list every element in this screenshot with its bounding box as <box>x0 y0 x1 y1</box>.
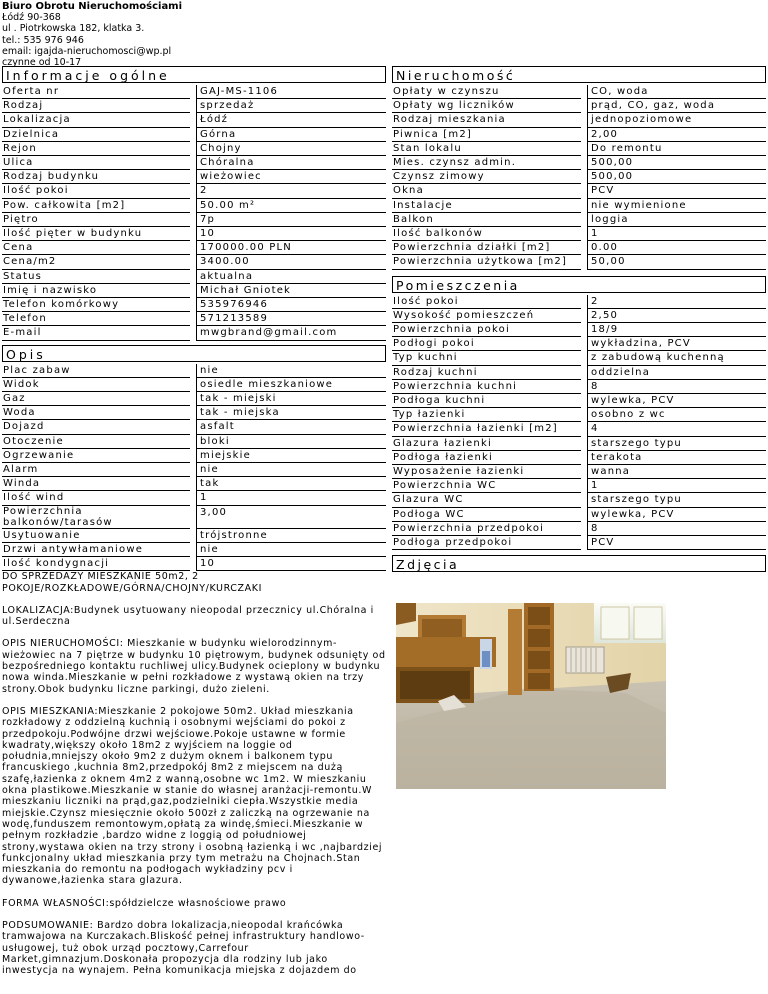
field-value-dojazd: asfalt <box>197 420 387 434</box>
field-value-ilosc-pokoi: 2 <box>588 295 767 309</box>
field-label-stan-lokalu: Stan lokalu <box>392 141 581 155</box>
table-row <box>392 450 766 464</box>
table-row <box>2 434 386 448</box>
field-value-glazura-lazienki: starszego typu <box>588 436 767 450</box>
field-label-winda: Winda <box>2 477 190 491</box>
description-paragraph: FORMA WŁASNOŚCI:spółdzielcze własnościowe prawo <box>2 897 287 909</box>
field-label-powierzchnia-kuchni: Powierzchnia kuchni <box>392 379 581 393</box>
table-row <box>2 141 386 155</box>
table-row <box>392 170 766 184</box>
field-value-oplaty-wg-licznikow: prąd, CO, gaz, woda <box>588 99 767 113</box>
field-value-gaz: tak - miejski <box>197 392 387 406</box>
apartment-photo[interactable] <box>396 603 666 789</box>
field-value-okna: PCV <box>588 184 767 198</box>
field-label-rodzaj-mieszkania: Rodzaj mieszkania <box>392 113 581 127</box>
table-row <box>2 241 386 255</box>
field-value-rodzaj-mieszkania: jednopoziomowe <box>588 113 767 127</box>
section-opis-title: Opis <box>2 345 386 362</box>
field-value-podloga-wc: wylewka, PCV <box>588 507 767 521</box>
table-row <box>392 436 766 450</box>
field-value-plac-zabaw: nie <box>197 364 387 378</box>
table-row <box>2 198 386 212</box>
table-row <box>2 85 386 99</box>
table-row <box>392 241 766 255</box>
table-row <box>392 308 766 322</box>
field-value-e-mail[interactable]: mwgbrand@gmail.com <box>197 326 387 340</box>
agency-street: ul . Piotrkowska 182, klatka 3. <box>2 23 145 35</box>
description-paragraph: DO SPRZEDAŻY MIESZKANIE 50m2, 2 POKOJE/ROZKŁADOWE/GÓRNA/CHOJNY/KURCZAKI <box>2 571 262 594</box>
field-value-podloga-przedpokoi: PCV <box>588 536 767 550</box>
field-label-okna: Okna <box>392 184 581 198</box>
field-label-oplaty-w-czynszu: Opłaty w czynszu <box>392 85 581 99</box>
table-row <box>392 113 766 127</box>
table-row <box>2 227 386 241</box>
field-label-dzielnica: Dzielnica <box>2 127 190 141</box>
table-row <box>2 542 386 556</box>
field-label-widok: Widok <box>2 377 190 391</box>
table-row <box>2 463 386 477</box>
table-row <box>2 127 386 141</box>
field-value-powierzchnia-pokoi: 18/9 <box>588 323 767 337</box>
right-column <box>392 66 766 572</box>
field-label-wysokosc-pomieszczen: Wysokość pomieszczeń <box>392 308 581 322</box>
field-label-oferta-nr: Oferta nr <box>2 85 190 99</box>
table-row <box>2 113 386 127</box>
table-row <box>2 392 386 406</box>
field-value-ulica: Chóralna <box>197 156 387 170</box>
field-label-ilosc-pieter-w-budynku: Ilość pięter w budynku <box>2 227 190 241</box>
apartment-photo-image <box>396 603 666 789</box>
description-paragraph: LOKALIZACJA:Budynek usytuowany nieopodal przecznicy ul.Chóralna i ul.Serdeczna <box>2 604 374 628</box>
table-row <box>392 85 766 99</box>
field-label-rodzaj-budynku: Rodzaj budynku <box>2 170 190 184</box>
table-row <box>392 379 766 393</box>
table-row <box>392 212 766 226</box>
table-row <box>392 255 766 269</box>
field-label-ulica: Ulica <box>2 156 190 170</box>
table-row <box>2 99 386 113</box>
table-row <box>392 536 766 550</box>
field-value-woda: tak - miejska <box>197 406 387 420</box>
table-row <box>2 477 386 491</box>
table-row <box>392 323 766 337</box>
description-paragraph: OPIS NIERUCHOMOŚCI: Mieszkanie w budynku wielorodzinnym-wieżowiec na 7 piętrze w budynku 10 piętrowym, budynek odsunięty od bezpośredniego kontaktu ruchliwej ulicy.Budynek ocieplony w budynku nowa winda.Mieszkanie w pełni rozkładowe z wystawą okien na trzy strony.Obok budynku liczne parkingi, dużo zieleni. <box>2 638 386 695</box>
table-row <box>2 170 386 184</box>
table-row <box>2 255 386 269</box>
field-label-rodzaj-kuchni: Rodzaj kuchni <box>392 365 581 379</box>
table-row <box>392 99 766 113</box>
table-row <box>392 127 766 141</box>
table-row <box>2 505 386 528</box>
field-label-podloga-wc: Podłoga WC <box>392 507 581 521</box>
agency-email[interactable]: email: igajda-nieruchomosci@wp.pl <box>2 45 172 57</box>
field-value-rodzaj-budynku: wieżowiec <box>197 170 387 184</box>
field-label-status: Status <box>2 269 190 283</box>
field-value-ilosc-pieter-w-budynku: 10 <box>197 227 387 241</box>
table-row <box>2 528 386 542</box>
field-label-wyposazenie-lazienki: Wyposażenie łazienki <box>392 465 581 479</box>
field-value-pow-calkowita-m2: 50.00 m² <box>197 198 387 212</box>
field-label-lokalizacja: Lokalizacja <box>2 113 190 127</box>
table-row <box>2 406 386 420</box>
field-value-wysokosc-pomieszczen: 2,50 <box>588 308 767 322</box>
field-label-podloga-przedpokoi: Podłoga przedpokoi <box>392 536 581 550</box>
field-value-powierzchnia-balkonow-tarasow: 3,00 <box>197 505 387 528</box>
field-label-oplaty-wg-licznikow: Opłaty wg liczników <box>392 99 581 113</box>
field-label-powierzchnia-pokoi: Powierzchnia pokoi <box>392 323 581 337</box>
field-label-ogrzewanie: Ogrzewanie <box>2 448 190 462</box>
field-value-pietro: 7p <box>197 212 387 226</box>
field-label-typ-lazienki: Typ łazienki <box>392 408 581 422</box>
left-column <box>2 66 386 988</box>
field-label-typ-kuchni: Typ kuchni <box>392 351 581 365</box>
table-row <box>2 298 386 312</box>
field-label-imie-i-nazwisko: Imię i nazwisko <box>2 283 190 297</box>
field-value-glazura-wc: starszego typu <box>588 493 767 507</box>
field-value-ilosc-wind: 1 <box>197 491 387 505</box>
table-row <box>392 479 766 493</box>
field-value-typ-kuchni: z zabudową kuchenną <box>588 351 767 365</box>
field-label-pow-calkowita-m2: Pow. całkowita [m2] <box>2 198 190 212</box>
table-row <box>2 269 386 283</box>
agency-header <box>2 1 182 68</box>
field-value-cena: 170000.00 PLN <box>197 241 387 255</box>
field-value-dzielnica: Górna <box>197 127 387 141</box>
field-value-usytuowanie: trójstronne <box>197 528 387 542</box>
field-label-podloga-kuchni: Podłoga kuchni <box>392 394 581 408</box>
field-value-rejon: Chojny <box>197 141 387 155</box>
table-row <box>2 283 386 297</box>
field-value-podloga-kuchni: wylewka, PCV <box>588 394 767 408</box>
table-row <box>2 326 386 340</box>
table-row <box>392 365 766 379</box>
agency-hours: czynne od 10-17 <box>2 57 82 69</box>
table-row <box>392 521 766 535</box>
field-label-ilosc-wind: Ilość wind <box>2 491 190 505</box>
field-value-cena-m2: 3400.00 <box>197 255 387 269</box>
table-row <box>2 184 386 198</box>
field-label-gaz: Gaz <box>2 392 190 406</box>
field-label-telefon-komorkowy: Telefon komórkowy <box>2 298 190 312</box>
field-value-wyposazenie-lazienki: wanna <box>588 465 767 479</box>
field-value-drzwi-antywlamaniowe: nie <box>197 542 387 556</box>
table-row <box>392 408 766 422</box>
agency-city: Łódź 90-368 <box>2 12 61 24</box>
field-label-balkon: Balkon <box>392 212 581 226</box>
field-label-glazura-wc: Glazura WC <box>392 493 581 507</box>
field-label-glazura-lazienki: Glazura łazienki <box>392 436 581 450</box>
field-label-powierzchnia-balkonow-tarasow: Powierzchnia balkonów/tarasów <box>2 505 190 528</box>
field-value-oferta-nr: GAJ-MS-1106 <box>197 85 387 99</box>
field-value-rodzaj-kuchni: oddzielna <box>588 365 767 379</box>
table-row <box>392 184 766 198</box>
pomieszczenia-table <box>392 295 766 551</box>
field-value-ilosc-balkonow: 1 <box>588 227 767 241</box>
general-table <box>2 85 386 341</box>
field-label-powierzchnia-wc: Powierzchnia WC <box>392 479 581 493</box>
field-value-lokalizacja: Łódź <box>197 113 387 127</box>
field-value-ogrzewanie: miejskie <box>197 448 387 462</box>
field-value-imie-i-nazwisko: Michał Gniotek <box>197 283 387 297</box>
field-label-powierzchnia-lazienki-m2: Powierzchnia łazienki [m2] <box>392 422 581 436</box>
field-label-powierzchnia-przedpokoi: Powierzchnia przedpokoi <box>392 521 581 535</box>
table-row <box>392 156 766 170</box>
field-label-powierzchnia-uzytkowa-m2: Powierzchnia użytkowa [m2] <box>392 255 581 269</box>
description-text <box>2 571 386 976</box>
field-value-piwnica-m2: 2,00 <box>588 127 767 141</box>
field-value-stan-lokalu: Do remontu <box>588 141 767 155</box>
field-label-pietro: Piętro <box>2 212 190 226</box>
field-label-drzwi-antywlamaniowe: Drzwi antywłamaniowe <box>2 542 190 556</box>
field-value-powierzchnia-wc: 1 <box>588 479 767 493</box>
field-value-ilosc-kondygnacji: 10 <box>197 557 387 571</box>
description-paragraph: OPIS MIESZKANIA:Mieszkanie 2 pokojowe 50m2. Układ mieszkania rozkładowy z oddzielną kuchnią i osobnymi wejściami do pokoi z przedpokoju.Podwójne drzwi wejściowe.Pokoje ustawne w formie kwadraty,większy około 18m2 z wyjściem na loggie od południa,mniejszy około 9m2 z dużym oknem i balkonem typu francuskiego ,kuchnia 8m2,przedpokój 8m2 z miejscem na dużą szafę,łazienka z oknem 4m2 z wanną,osobne wc 1m2. W mieszkaniu okna plastikowe.Mieszkanie w stanie do własnej aranżacji-remontu.W mieszkaniu liczniki na prąd,gaz,podzielniki ciepła.Wszystkie media miejskie.Czynsz miesięcznie około 500zł z zaliczką na ogrzewanie na wodę,funduszem remontowym,opłatą za windę,śmieci.Mieszkanie w pełnym rozkładzie ,bardzo widne z loggią od południowej strony,wystawa okien na trzy strony i osobną łazienką i wc ,najbardziej funkcjonalny układ mieszkania przy tym metrażu na Chojnach.Stan mieszkania do remontu na podłogach wykładziny pcv i dywanowe,łazienka stara glazura. <box>2 705 383 887</box>
field-label-rodzaj: Rodzaj <box>2 99 190 113</box>
opis-table <box>2 364 386 572</box>
field-label-telefon: Telefon <box>2 312 190 326</box>
field-value-widok: osiedle mieszkaniowe <box>197 377 387 391</box>
field-value-instalacje: nie wymienione <box>588 198 767 212</box>
field-value-telefon-komorkowy: 535976946 <box>197 298 387 312</box>
table-row <box>2 420 386 434</box>
section-zdjecia-title: Zdjęcia <box>392 555 766 572</box>
table-row <box>2 212 386 226</box>
field-value-alarm: nie <box>197 463 387 477</box>
nieruchomosc-table <box>392 85 766 270</box>
field-label-alarm: Alarm <box>2 463 190 477</box>
field-label-podlogi-pokoi: Podłogi pokoi <box>392 337 581 351</box>
field-label-mies-czynsz-admin: Mies. czynsz admin. <box>392 156 581 170</box>
field-label-dojazd: Dojazd <box>2 420 190 434</box>
field-label-woda: Woda <box>2 406 190 420</box>
field-label-rejon: Rejon <box>2 141 190 155</box>
field-label-czynsz-zimowy: Czynsz zimowy <box>392 170 581 184</box>
field-value-mies-czynsz-admin: 500,00 <box>588 156 767 170</box>
table-row <box>2 377 386 391</box>
field-label-ilosc-pokoi: Ilość pokoi <box>2 184 190 198</box>
field-value-telefon: 571213589 <box>197 312 387 326</box>
field-label-ilosc-kondygnacji: Ilość kondygnacji <box>2 557 190 571</box>
field-label-cena: Cena <box>2 241 190 255</box>
field-value-powierzchnia-uzytkowa-m2: 50,00 <box>588 255 767 269</box>
table-row <box>392 394 766 408</box>
table-row <box>392 337 766 351</box>
field-value-balkon: loggia <box>588 212 767 226</box>
field-value-podlogi-pokoi: wykładzina, PCV <box>588 337 767 351</box>
field-label-e-mail: E-mail <box>2 326 190 340</box>
table-row <box>392 295 766 309</box>
field-value-powierzchnia-lazienki-m2: 4 <box>588 422 767 436</box>
table-row <box>392 351 766 365</box>
field-value-czynsz-zimowy: 500,00 <box>588 170 767 184</box>
table-row <box>392 507 766 521</box>
table-row <box>2 491 386 505</box>
table-row <box>392 465 766 479</box>
table-row <box>392 198 766 212</box>
table-row <box>2 312 386 326</box>
field-label-usytuowanie: Usytuowanie <box>2 528 190 542</box>
field-value-otoczenie: bloki <box>197 434 387 448</box>
field-value-ilosc-pokoi: 2 <box>197 184 387 198</box>
section-general-title: Informacje ogólne <box>2 66 386 83</box>
field-value-powierzchnia-kuchni: 8 <box>588 379 767 393</box>
section-nieruchomosc-title: Nieruchomość <box>392 66 766 83</box>
field-label-cena-m2: Cena/m2 <box>2 255 190 269</box>
field-label-plac-zabaw: Plac zabaw <box>2 364 190 378</box>
table-row <box>392 227 766 241</box>
field-label-ilosc-balkonow: Ilość balkonów <box>392 227 581 241</box>
table-row <box>2 557 386 571</box>
table-row <box>392 493 766 507</box>
description-paragraph: PODSUMOWANIE: Bardzo dobra lokalizacja,nieopodal krańcówka tramwajowa na Kurczakach.Bliskość pełnej infrastruktury handlowo-usługowej, tuż obok urząd pocztowy,Carrefour Market,gimnazjum.Doskonała propozycja dla rodziny lub jako inwestycja na wynajem. Pełna komunikacja miejska z dojazdem do <box>2 920 365 977</box>
table-row <box>2 156 386 170</box>
section-pomieszczenia-title: Pomieszczenia <box>392 276 766 293</box>
field-label-podloga-lazienki: Podłoga łazienki <box>392 450 581 464</box>
field-label-piwnica-m2: Piwnica [m2] <box>392 127 581 141</box>
field-value-oplaty-w-czynszu: CO, woda <box>588 85 767 99</box>
table-row <box>392 422 766 436</box>
table-row <box>2 448 386 462</box>
field-label-ilosc-pokoi: Ilość pokoi <box>392 295 581 309</box>
field-value-powierzchnia-dzialki-m2: 0.00 <box>588 241 767 255</box>
field-value-status: aktualna <box>197 269 387 283</box>
table-row <box>2 364 386 378</box>
table-row <box>392 141 766 155</box>
field-value-typ-lazienki: osobno z wc <box>588 408 767 422</box>
field-value-rodzaj: sprzedaż <box>197 99 387 113</box>
field-label-powierzchnia-dzialki-m2: Powierzchnia działki [m2] <box>392 241 581 255</box>
field-value-powierzchnia-przedpokoi: 8 <box>588 521 767 535</box>
field-label-otoczenie: Otoczenie <box>2 434 190 448</box>
agency-name: Biuro Obrotu Nieruchomościami <box>2 1 183 12</box>
field-value-winda: tak <box>197 477 387 491</box>
field-label-instalacje: Instalacje <box>392 198 581 212</box>
field-value-podloga-lazienki: terakota <box>588 450 767 464</box>
agency-phone: tel.: 535 976 946 <box>2 34 84 46</box>
